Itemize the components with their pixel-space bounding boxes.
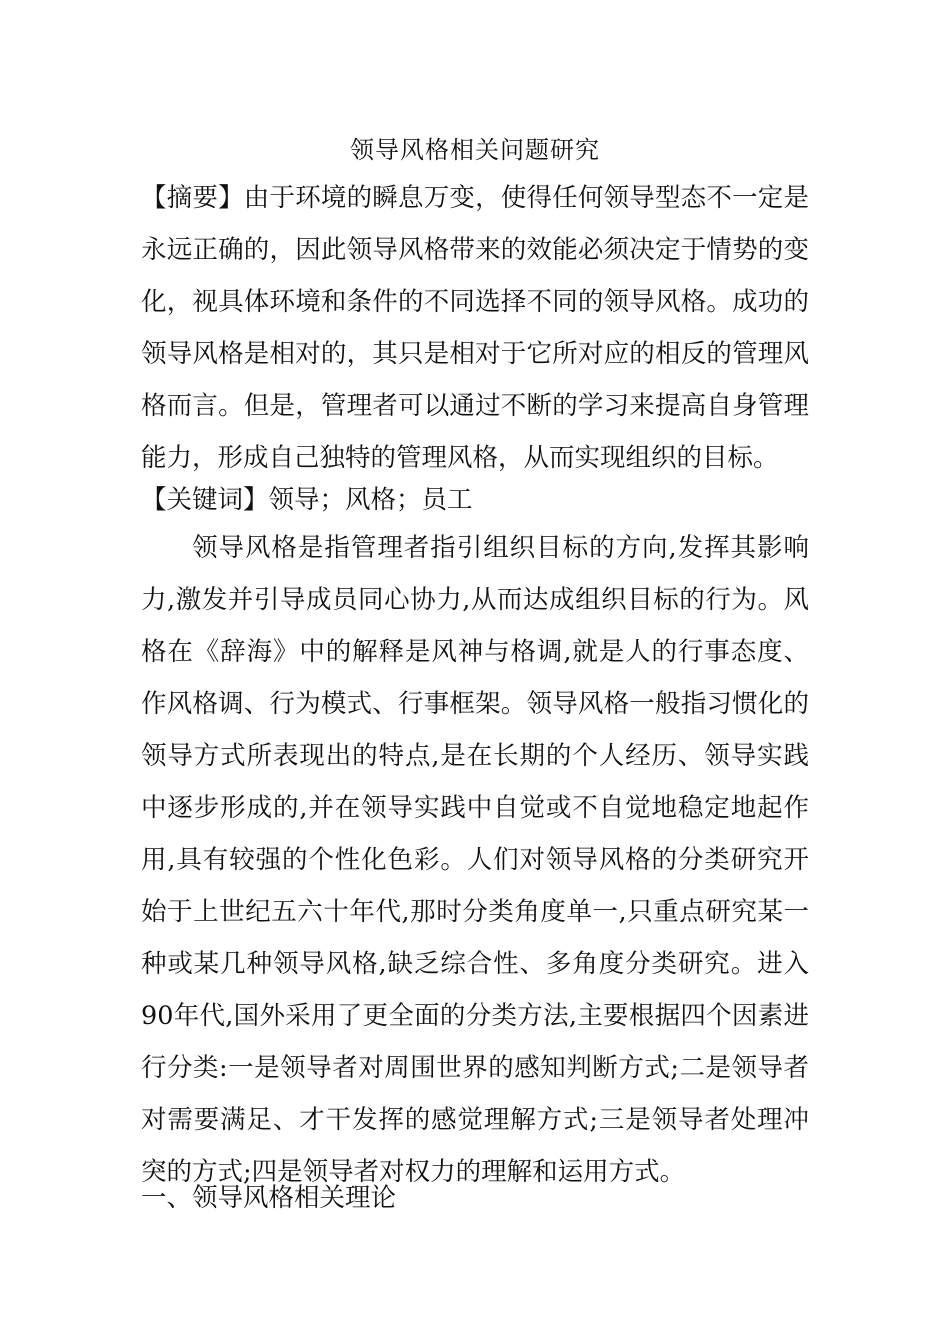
keywords-label: 【关键词】 — [141, 485, 269, 515]
keywords-text: 领导；风格；员工 — [268, 485, 473, 515]
abstract-paragraph — [141, 172, 809, 484]
abstract-text: 由于环境的瞬息万变，使得任何领导型态不一定是永远正确的，因此领导风格带来的效能必须决定于情势的变化，视具体环境和条件的不同选择不同的领导风格。成功的领导风格是相对的，其只是相对于它所对应的相反的管理风格而言。但是，管理者可以通过不断的学习来提高自身管理能力，形成自己独特的管理风格，从而实现组织的目标。 — [141, 183, 809, 473]
document-title: 领导风格相关问题研究 — [350, 136, 600, 164]
abstract-label: 【摘要】 — [141, 183, 244, 213]
intro-paragraph: 领导风格是指管理者指引组织目标的方向,发挥其影响力,激发并引导成员同心协力,从而达成组织目标的行为。风格在《辞海》中的解释是风神与格调,就是人的行事态度、作风格调、行为模式、行事框架。领导风格一般指习惯化的领导方式所表现出的特点,是在长期的个人经历、领导实践中逐步形成的,并在领导实践中自觉或不自觉地稳定地起作用,具有较强的个性化色彩。人们对领导风格的分类研究开始于上世纪五六十年代,那时分类角度单一,只重点研究某一种或某几种领导风格,缺乏综合性、多角度分类研究。进入90年代,国外采用了更全面的分类方法,主要根据四个因素进行分类:一是领导者对周围世界的感知判断方式;二是领导者对需要满足、才干发挥的感觉理解方式;三是领导者处理冲突的方式;四是领导者对权力的理解和运用方式。 — [141, 533, 809, 1187]
section-heading: 一、领导风格相关理论 — [141, 1183, 397, 1213]
keywords-line — [141, 474, 473, 526]
